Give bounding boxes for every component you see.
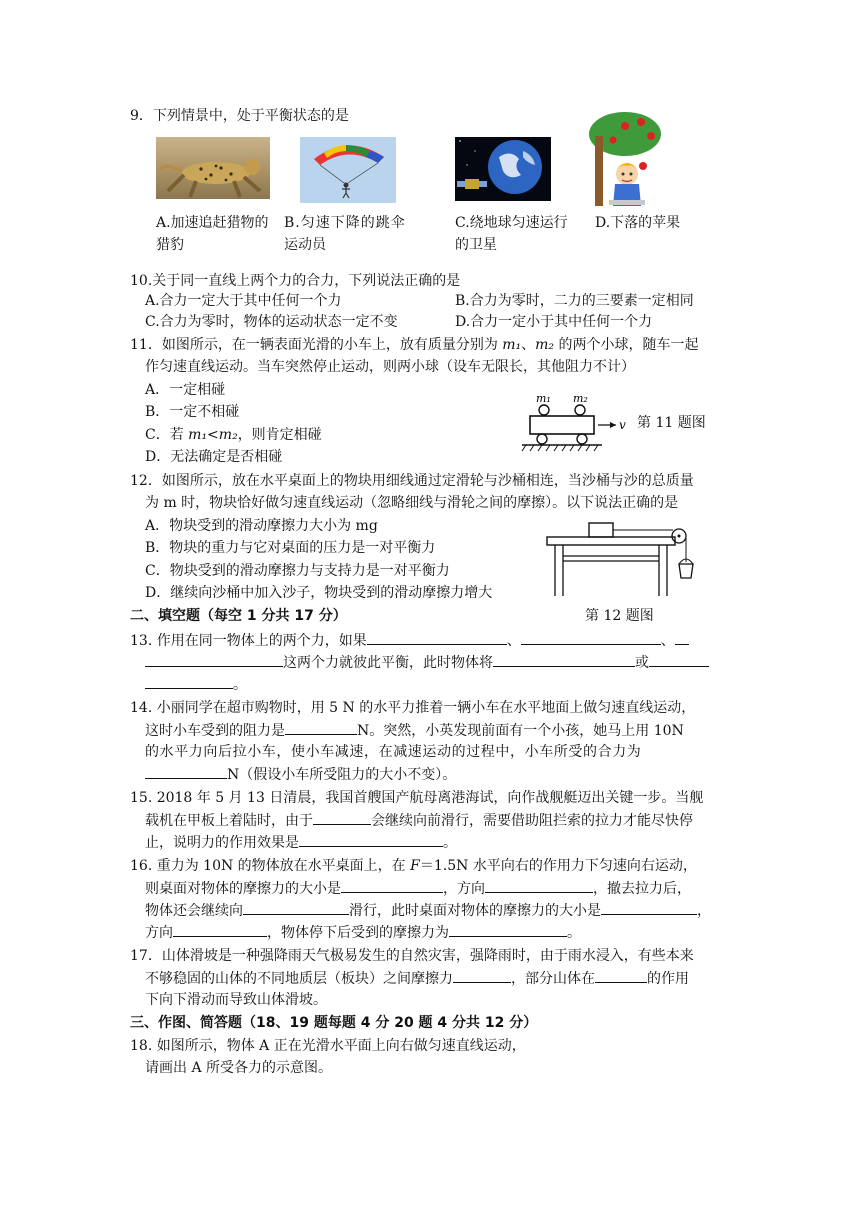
- q12-line2: 为 m 时，物块恰好做匀速直线运动（忽略细线与滑轮之间的摩擦）。以下说法正确的是: [145, 495, 679, 511]
- q16-blank-3[interactable]: [243, 900, 349, 915]
- q11-c-post: ，则肯定相碰: [237, 427, 322, 443]
- q10-option-c: C.合力为零时，物体的运动状态一定不变: [145, 314, 398, 330]
- q11-line1-post: 的两个小球，随车一起: [554, 337, 699, 353]
- q9-stem: 9．下列情景中，处于平衡状态的是: [130, 108, 349, 124]
- q11-m1: m₁: [502, 337, 522, 353]
- q13-line2-mid: 这两个力就彼此平衡，此时物体将: [283, 655, 493, 671]
- q12-option-c: C．物块受到的滑动摩擦力与支持力是一对平衡力: [145, 563, 450, 579]
- q9-option-a-line2: 猎豹: [156, 237, 184, 253]
- q17-line1: 17．山体滑坡是一种强降雨天气极易发生的自然灾害，强降雨时，由于雨水浸入，有些本来: [130, 948, 694, 964]
- q13-blank-4[interactable]: [493, 652, 635, 667]
- q11-figure-caption: 第 11 题图: [637, 415, 706, 431]
- q13-blank-2[interactable]: [521, 630, 661, 645]
- q13-line3-end: 。: [233, 677, 247, 693]
- q13-blank-5a[interactable]: [649, 652, 709, 667]
- q17-line2-pre: 不够稳固的山体的不同地质层（板块）之间摩擦力: [145, 971, 453, 987]
- q12-option-d: D．继续向沙桶中加入沙子，物块受到的滑动摩擦力增大: [145, 585, 493, 601]
- q16-line4-post: 。: [567, 925, 581, 941]
- q11-fig-v: v: [619, 418, 626, 432]
- q13-sep2: 、: [660, 633, 675, 649]
- q14-line2-post: N。突然，小英发现前面有一个小孩，她马上用 10N: [357, 723, 684, 739]
- q16-line3-pre: 物体还会继续向: [145, 903, 243, 919]
- q13-blank-3b[interactable]: [145, 652, 283, 667]
- q11-sep: 、: [521, 337, 536, 353]
- q11-cart-diagram: [520, 388, 630, 458]
- q17-blank-1[interactable]: [453, 968, 511, 983]
- satellite-image: [455, 137, 551, 201]
- q11-option-b: B．一定不相碰: [145, 404, 240, 420]
- q12-option-b: B．物块的重力与它对桌面的压力是一对平衡力: [145, 540, 436, 556]
- q16-line3: [145, 900, 711, 921]
- q12-figure-caption: 第 12 题图: [585, 608, 654, 624]
- q14-line1: 14. 小丽同学在超市购物时，用 5 N 的水平力推着一辆小车在水平地面上做匀速直线运动，: [130, 700, 696, 716]
- q13-line1: [130, 630, 689, 651]
- section3-heading: 三、作图、简答题（18、19 题每题 4 分 20 题 4 分共 12 分）: [130, 1015, 538, 1031]
- q14-line2: [145, 720, 684, 741]
- q11-ball-1: [539, 405, 549, 415]
- q14-blank-1[interactable]: [285, 720, 357, 735]
- q9-option-b-line2: 运动员: [284, 237, 326, 253]
- q11-line2: 作匀速直线运动。当车突然停止运动，则两小球（设车无限长，其他阻力不计）: [145, 359, 635, 375]
- q16-line2-mid: ，方向: [443, 881, 485, 897]
- q16-blank-4[interactable]: [601, 900, 697, 915]
- q16-line4: [145, 922, 581, 943]
- q9-option-c-line1: C.绕地球匀速运行: [455, 215, 568, 231]
- q16-force-symbol: F: [410, 858, 420, 874]
- q18-line1: 18. 如图所示，物体 A 正在光滑水平面上向右做匀速直线运动，: [130, 1038, 526, 1054]
- q9-option-c-line2: 的卫星: [455, 237, 497, 253]
- q12-table-top: [547, 537, 675, 545]
- q16-line1: [130, 856, 697, 876]
- q17-line2-post: 的作用: [647, 971, 689, 987]
- q13-line1-text: 13. 作用在同一物体上的两个力，如果: [130, 633, 367, 649]
- q10-option-b: B.合力为零时，二力的三要素一定相同: [455, 293, 694, 309]
- q16-blank-1[interactable]: [341, 878, 443, 893]
- q11-wheel-1: [537, 434, 547, 444]
- q12-line1: 12．如图所示，放在水平桌面上的物块用细线通过定滑轮与沙桶相连，当沙桶与沙的总质量: [130, 473, 694, 489]
- q11-option-a: A．一定相碰: [145, 382, 226, 398]
- q15-line2-pre: 载机在甲板上着陆时，由于: [145, 813, 313, 829]
- q14-line2-pre: 这时小车受到的阻力是: [145, 723, 285, 739]
- q15-blank-2[interactable]: [299, 832, 443, 847]
- q10-stem: 10.关于同一直线上两个力的合力，下列说法正确的是: [130, 273, 461, 289]
- q11-m2: m₂: [535, 337, 555, 353]
- section2-heading: 二、填空题（每空 1 分共 17 分）: [130, 608, 347, 624]
- q13-blank-1[interactable]: [367, 630, 507, 645]
- q14-line4: [145, 764, 456, 785]
- q16-line4-mid: ，物体停下后受到的摩擦力为: [267, 925, 449, 941]
- q17-line2-mid: ，部分山体在: [511, 971, 595, 987]
- q11-line1: [130, 335, 699, 355]
- q15-line1: 15. 2018 年 5 月 13 日清晨，我国首艘国产航母离港海试，向作战舰艇迈出关键一步。当舰: [130, 790, 704, 806]
- q11-c-mid: m₁<m₂: [188, 427, 238, 443]
- q11-fig-m1: m₁: [536, 392, 551, 405]
- q11-ball-2: [575, 405, 585, 415]
- q9-option-a-line1: A.加速追赶猎物的: [156, 215, 269, 231]
- apple-tree-image: [585, 112, 663, 207]
- q10-option-d: D.合力一定小于其中任何一个力: [455, 314, 653, 330]
- q15-line3-post: 。: [443, 835, 457, 851]
- q9-option-b-line1: B.匀速下降的跳伞: [284, 215, 406, 231]
- parachutist-image: [300, 137, 396, 203]
- cheetah-image: [156, 137, 270, 199]
- q11-wheel-2: [577, 434, 587, 444]
- q15-blank-1[interactable]: [313, 810, 371, 825]
- q11-option-d: D．无法确定是否相碰: [145, 449, 283, 465]
- q9-option-d-line1: D.下落的苹果: [595, 215, 681, 231]
- q13-blank-3a[interactable]: [675, 630, 689, 645]
- q16-line4-pre: 方向: [145, 925, 173, 941]
- q11-fig-m2: m₂: [573, 392, 588, 405]
- q16-line2-post: ，撤去拉力后，: [593, 881, 691, 897]
- q16-line3-mid: 滑行，此时桌面对物体的摩擦力的大小是: [349, 903, 601, 919]
- q12-block: [589, 523, 613, 537]
- q11-cart-body: [530, 416, 594, 434]
- q11-line1-pre: 11．如图所示，在一辆表面光滑的小车上，放有质量分别为: [130, 337, 503, 353]
- q15-line3-pre: 止，说明力的作用效果是: [145, 835, 299, 851]
- q12-option-a: A．物块受到的滑动摩擦力大小为 mg: [145, 518, 378, 534]
- q13-line3: [145, 674, 247, 695]
- q16-line1-pre: 16. 重力为 10N 的物体放在水平桌面上，在: [130, 858, 411, 874]
- q17-blank-2[interactable]: [595, 968, 647, 983]
- q13-blank-5b[interactable]: [145, 674, 233, 689]
- q14-blank-2[interactable]: [145, 764, 227, 779]
- q16-line2-pre: 则桌面对物体的摩擦力的大小是: [145, 881, 341, 897]
- q14-line3: 的水平力向后拉小车，使小车减速，在减速运动的过程中，小车所受的合力为: [145, 744, 642, 760]
- q15-line3: [145, 832, 457, 853]
- q16-blank-2[interactable]: [485, 878, 593, 893]
- q10-option-a: A.合力一定大于其中任何一个力: [145, 293, 342, 309]
- q11-option-c: [145, 425, 322, 445]
- q16-blank-5[interactable]: [173, 922, 267, 937]
- q13-sep1: 、: [506, 633, 521, 649]
- q11-c-pre: C．若: [145, 427, 189, 443]
- q17-line3: 下向下滑动而导致山体滑坡。: [145, 992, 327, 1008]
- q15-line2-post: 会继续向前滑行，需要借助阻拦索的拉力才能尽快停: [371, 813, 693, 829]
- q16-line1-post: ＝1.5N 水平向右的作用力下匀速向右运动，: [419, 858, 697, 874]
- q15-line2: [145, 810, 693, 831]
- q16-line2: [145, 878, 691, 899]
- q16-blank-6[interactable]: [449, 922, 567, 937]
- q12-sand-bucket: [679, 564, 693, 578]
- q12-table-pulley-diagram: [545, 520, 705, 600]
- q18-line2: 请画出 A 所受各力的示意图。: [145, 1060, 333, 1076]
- q17-line2: [145, 968, 689, 989]
- q14-line4-post: N（假设小车所受阻力的大小不变）。: [227, 767, 457, 783]
- q13-line2: [145, 652, 709, 673]
- q13-line2-or: 或: [635, 655, 649, 671]
- q16-line3-post: ，: [697, 903, 711, 919]
